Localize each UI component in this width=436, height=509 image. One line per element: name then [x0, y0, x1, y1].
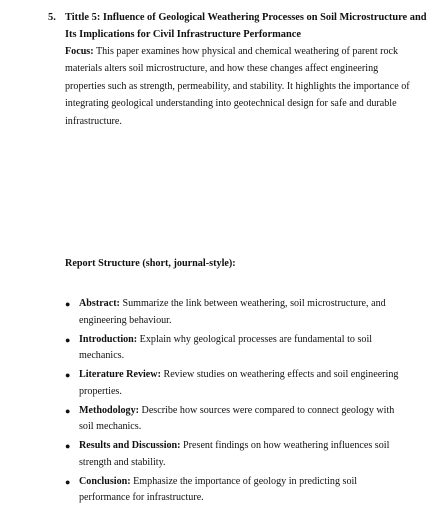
focus-text: This paper examines how physical and chemical weathering of parent rock materials alters soil microstructure, and how these changes affect engineering properties such as strength, permeability, and stability. It highlights the importance of integrating geological understanding into geotechnical design for safe and durable infrastructure. [65, 46, 410, 127]
bullet-icon: ● [65, 441, 71, 451]
list-item-text: Explain why geological processes are fundamental to soil mechanics. [79, 333, 373, 361]
section-title: Tittle 5: Influence of Geological Weathering Processes on Soil Microstructure and Its Implications for Civil Infrastructure Performance [65, 12, 427, 40]
list-item-term: Literature Review: [79, 369, 161, 380]
bullet-icon: ● [65, 299, 71, 309]
report-structure-list [65, 296, 405, 509]
bullet-icon: ● [65, 334, 71, 345]
section-heading [48, 9, 428, 43]
list-item-text: Summarize the link between weathering, soil microstructure, and engineering behaviour. [79, 298, 386, 326]
bullet-icon: ● [65, 370, 71, 380]
list-item-text: Review studies on weathering effects and soil engineering properties. [79, 369, 399, 397]
list-item [65, 474, 405, 507]
focus-label: Focus: [65, 46, 94, 57]
bullet-icon: ● [65, 476, 71, 487]
bullet-icon: ● [65, 405, 71, 416]
list-item [65, 367, 405, 400]
list-item-text: Present findings on how weathering influences soil strength and stability. [79, 440, 390, 468]
list-item-text: Describe how sources were compared to connect geology with soil mechanics. [79, 404, 395, 432]
list-item [65, 296, 405, 329]
list-item [65, 403, 405, 436]
list-item-term: Results and Discussion: [79, 440, 181, 451]
list-item-term: Introduction: [79, 333, 138, 345]
list-item-term: Conclusion: [79, 475, 131, 487]
list-item [65, 332, 405, 365]
report-structure-title: Report Structure (short, journal-style): [65, 258, 236, 269]
list-item-text: Emphasize the importance of geology in predicting soil performance for infrastructure. [79, 475, 358, 503]
section-number: 5. [48, 12, 56, 23]
list-item-term: Methodology: [79, 404, 139, 416]
list-item-term: Abstract: [79, 298, 120, 309]
focus-paragraph [65, 43, 411, 130]
list-item [65, 438, 405, 471]
